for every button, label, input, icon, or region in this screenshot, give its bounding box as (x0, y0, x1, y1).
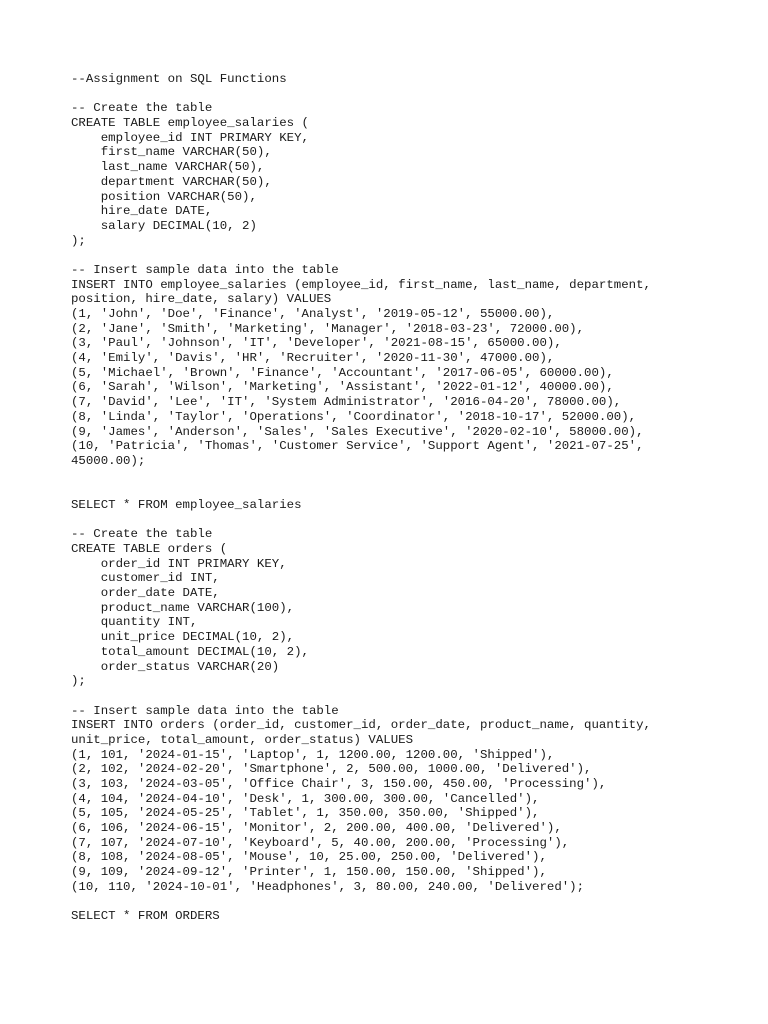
document-line (71, 87, 751, 102)
document-line: INSERT INTO orders (order_id, customer_id, order_date, product_name, quantity, (71, 718, 651, 733)
document-line (71, 483, 751, 498)
document-line: -- Insert sample data into the table (71, 262, 339, 277)
document-line: SELECT * FROM employee_salaries (71, 497, 302, 512)
document-line: employee_id INT PRIMARY KEY, (71, 130, 309, 145)
document-line: (8, 108, '2024-08-05', 'Mouse', 10, 25.00, 250.00, 'Delivered'), (71, 850, 547, 865)
document-line: (6, 'Sarah', 'Wilson', 'Marketing', 'Assistant', '2022-01-12', 40000.00), (71, 380, 614, 395)
document-line: CREATE TABLE employee_salaries ( (71, 116, 309, 131)
document-line: position, hire_date, salary) VALUES (71, 292, 332, 307)
document-line: position VARCHAR(50), (71, 189, 257, 204)
document-line: (1, 'John', 'Doe', 'Finance', 'Analyst', '2019-05-12', 55000.00), (71, 307, 555, 321)
document-line: (8, 'Linda', 'Taylor', 'Operations', 'Coordinator', '2018-10-17', 52000.00), (71, 409, 637, 424)
document-line: salary DECIMAL(10, 2) (71, 218, 257, 233)
document-line: product_name VARCHAR(100), (71, 600, 295, 615)
document-line: total_amount DECIMAL(10, 2), (71, 644, 309, 659)
document-line: hire_date DATE, (71, 204, 213, 219)
document-line: -- Create the table (71, 101, 213, 116)
document-line: INSERT INTO employee_salaries (employee_id, first_name, last_name, department, (71, 277, 651, 292)
document-line (71, 689, 751, 704)
document-line: last_name VARCHAR(50), (71, 160, 265, 175)
document-line: ); (71, 674, 86, 689)
document-line: ); (71, 233, 86, 248)
document-line: --Assignment on SQL Functions (71, 72, 287, 86)
document-line: first_name VARCHAR(50), (71, 145, 272, 160)
document-line: unit_price, total_amount, order_status) VALUES (71, 732, 414, 747)
document-line: -- Create the table (71, 527, 213, 542)
document-line: -- Insert sample data into the table (71, 703, 339, 718)
document-line: (3, 103, '2024-03-05', 'Office Chair', 3, 150.00, 450.00, 'Processing'), (71, 777, 607, 791)
document-line: customer_id INT, (71, 571, 220, 586)
document-line: quantity INT, (71, 615, 198, 630)
document-line (71, 469, 751, 484)
document-line: order_id INT PRIMARY KEY, (71, 556, 287, 571)
document-line: (2, 102, '2024-02-20', 'Smartphone', 2, 500.00, 1000.00, 'Delivered'), (71, 762, 592, 777)
document-line: (9, 109, '2024-09-12', 'Printer', 1, 150.00, 150.00, 'Shipped'), (71, 865, 547, 880)
document-line: order_date DATE, (71, 586, 220, 601)
document-line: (6, 106, '2024-06-15', 'Monitor', 2, 200.00, 400.00, 'Delivered'), (71, 821, 562, 836)
document-line: 45000.00); (71, 453, 146, 468)
document-line: order_status VARCHAR(20) (71, 659, 280, 674)
sql-document-body (71, 72, 751, 924)
document-line: (10, 110, '2024-10-01', 'Headphones', 3, 80.00, 240.00, 'Delivered'); (71, 879, 585, 894)
document-line (71, 513, 751, 528)
document-line: (3, 'Paul', 'Johnson', 'IT', 'Developer', '2021-08-15', 65000.00), (71, 336, 562, 351)
document-line: CREATE TABLE orders ( (71, 542, 228, 556)
document-line: SELECT * FROM ORDERS (71, 909, 220, 924)
document-line: (9, 'James', 'Anderson', 'Sales', 'Sales Executive', '2020-02-10', 58000.00), (71, 424, 644, 439)
document-line: (7, 'David', 'Lee', 'IT', 'System Administrator', '2016-04-20', 78000.00), (71, 395, 622, 410)
document-line: unit_price DECIMAL(10, 2), (71, 630, 295, 645)
document-line: (2, 'Jane', 'Smith', 'Marketing', 'Manager', '2018-03-23', 72000.00), (71, 321, 585, 336)
document-line: department VARCHAR(50), (71, 174, 272, 189)
document-line: (7, 107, '2024-07-10', 'Keyboard', 5, 40.00, 200.00, 'Processing'), (71, 835, 570, 850)
document-line: (5, 'Michael', 'Brown', 'Finance', 'Accountant', '2017-06-05', 60000.00), (71, 365, 614, 380)
document-line: (5, 105, '2024-05-25', 'Tablet', 1, 350.00, 350.00, 'Shipped'), (71, 806, 540, 821)
document-line: (10, 'Patricia', 'Thomas', 'Customer Service', 'Support Agent', '2021-07-25', (71, 439, 644, 454)
document-line: (4, 104, '2024-04-10', 'Desk', 1, 300.00, 300.00, 'Cancelled'), (71, 791, 540, 806)
document-line (71, 248, 751, 263)
document-line (71, 895, 751, 910)
document-line: (1, 101, '2024-01-15', 'Laptop', 1, 1200.00, 1200.00, 'Shipped'), (71, 747, 555, 762)
document-line: (4, 'Emily', 'Davis', 'HR', 'Recruiter', '2020-11-30', 47000.00), (71, 351, 555, 366)
